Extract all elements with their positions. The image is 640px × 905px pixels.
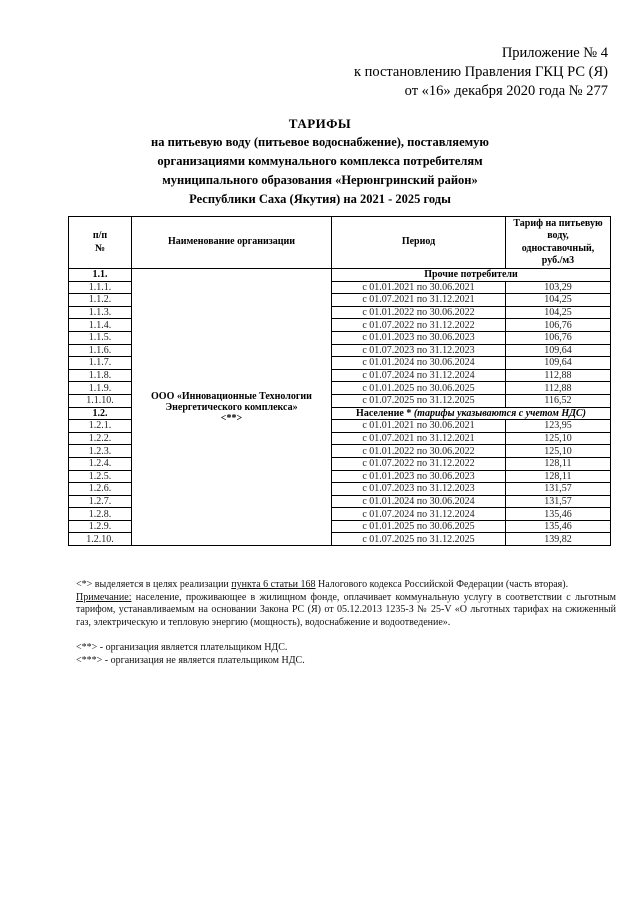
row-number: 1.1.3. <box>69 306 132 319</box>
row-number: 1.2.10. <box>69 533 132 546</box>
row-tariff: 104,25 <box>506 294 611 307</box>
row-number: 1.1.1. <box>69 281 132 294</box>
row-period: с 01.07.2021 по 31.12.2021 <box>332 294 506 307</box>
row-period: с 01.07.2023 по 31.12.2023 <box>332 483 506 496</box>
footnote-vat: <*> выделяется в целях реализации пункта 6 статьи 168 Налогового кодекса Российской Федерации (часть вторая). <box>76 579 569 590</box>
footnote-non-vat-payer: <***> - организация не является плательщиком НДС. <box>76 655 305 667</box>
row-tariff: 104,25 <box>506 306 611 319</box>
row-number: 1.2.7. <box>69 495 132 508</box>
row-number: 1.2.2. <box>69 432 132 445</box>
row-period: с 01.07.2022 по 31.12.2022 <box>332 319 506 332</box>
row-period: с 01.01.2025 по 30.06.2025 <box>332 382 506 395</box>
row-tariff: 112,88 <box>506 369 611 382</box>
header-period: Период <box>332 217 506 269</box>
row-tariff: 106,76 <box>506 319 611 332</box>
appendix-header <box>354 44 608 101</box>
row-period: с 01.01.2024 по 30.06.2024 <box>332 495 506 508</box>
row-number: 1.2.5. <box>69 470 132 483</box>
row-period: с 01.07.2025 по 31.12.2025 <box>332 394 506 407</box>
row-period: с 01.01.2021 по 30.06.2021 <box>332 420 506 433</box>
row-period: с 01.01.2023 по 30.06.2023 <box>332 470 506 483</box>
section-number: 1.2. <box>69 407 132 420</box>
footnote-vat-payer: <**> - организация является плательщиком НДС. <box>76 642 288 654</box>
table-header-row <box>69 217 611 269</box>
row-period: с 01.07.2022 по 31.12.2022 <box>332 457 506 470</box>
row-period: с 01.01.2022 по 30.06.2022 <box>332 306 506 319</box>
row-tariff: 109,64 <box>506 344 611 357</box>
organization-name: ООО «Инновационные Технологии Энергетического комплекса» <**> <box>132 269 332 546</box>
row-period: с 01.01.2025 по 30.06.2025 <box>332 520 506 533</box>
title-line-4: Республики Саха (Якутия) на 2021 - 2025 годы <box>189 192 451 206</box>
row-tariff: 131,57 <box>506 495 611 508</box>
appendix-date: от «16» декабря 2020 года № 277 <box>404 83 608 99</box>
row-tariff: 135,46 <box>506 508 611 521</box>
remark: Примечание: население, проживающее в жилищном фонде, оплачивает коммунальную услугу в соответствии с льготным тарифом, устанавливаемым на основании Закона РС (Я) от 05.12.2013 1235-З № 25-V «О льготных тарифах на сжиженный газ, электрическую и тепловую энергию (мощность), водоснабжение и водоотведение». <box>76 591 616 629</box>
row-number: 1.1.7. <box>69 357 132 370</box>
row-tariff: 131,57 <box>506 483 611 496</box>
remark-label: Примечание: <box>76 591 132 603</box>
section-label: Население * (тарифы указываются с учетом НДС) <box>332 407 611 420</box>
section-row <box>69 269 611 282</box>
row-tariff: 128,11 <box>506 457 611 470</box>
header-org: Наименование организации <box>132 217 332 269</box>
footnotes <box>76 579 616 668</box>
row-number: 1.1.10. <box>69 394 132 407</box>
row-period: с 01.01.2022 по 30.06.2022 <box>332 445 506 458</box>
row-tariff: 106,76 <box>506 331 611 344</box>
row-tariff: 128,11 <box>506 470 611 483</box>
row-tariff: 103,29 <box>506 281 611 294</box>
row-tariff: 123,95 <box>506 420 611 433</box>
row-number: 1.2.8. <box>69 508 132 521</box>
title-main: ТАРИФЫ <box>288 116 352 131</box>
row-period: с 01.01.2024 по 30.06.2024 <box>332 357 506 370</box>
row-number: 1.1.4. <box>69 319 132 332</box>
row-number: 1.1.2. <box>69 294 132 307</box>
row-period: с 01.07.2023 по 31.12.2023 <box>332 344 506 357</box>
title-line-2: организациями коммунального комплекса потребителям <box>157 154 483 168</box>
row-number: 1.2.9. <box>69 520 132 533</box>
row-tariff: 109,64 <box>506 357 611 370</box>
row-tariff: 139,82 <box>506 533 611 546</box>
row-number: 1.2.4. <box>69 457 132 470</box>
row-number: 1.1.5. <box>69 331 132 344</box>
row-number: 1.1.8. <box>69 369 132 382</box>
row-tariff: 112,88 <box>506 382 611 395</box>
tax-code-link[interactable]: пункта 6 статьи 168 <box>231 579 316 590</box>
row-tariff: 116,52 <box>506 394 611 407</box>
row-period: с 01.07.2021 по 31.12.2021 <box>332 432 506 445</box>
row-tariff: 125,10 <box>506 432 611 445</box>
row-tariff: 125,10 <box>506 445 611 458</box>
row-number: 1.1.9. <box>69 382 132 395</box>
row-number: 1.2.6. <box>69 483 132 496</box>
header-tariff: Тариф на питьевую воду, одноставочный, руб./м3 <box>506 217 611 269</box>
document-title <box>0 114 640 209</box>
row-tariff: 135,46 <box>506 520 611 533</box>
appendix-resolution: к постановлению Правления ГКЦ РС (Я) <box>353 64 608 80</box>
row-number: 1.2.3. <box>69 445 132 458</box>
tariffs-table <box>68 216 611 546</box>
row-number: 1.2.1. <box>69 420 132 433</box>
section-number: 1.1. <box>69 269 132 282</box>
row-period: с 01.01.2023 по 30.06.2023 <box>332 331 506 344</box>
title-line-1: на питьевую воду (питьевое водоснабжение), поставляемую <box>151 135 489 149</box>
row-period: с 01.07.2024 по 31.12.2024 <box>332 508 506 521</box>
row-number: 1.1.6. <box>69 344 132 357</box>
row-period: с 01.07.2025 по 31.12.2025 <box>332 533 506 546</box>
row-period: с 01.01.2021 по 30.06.2021 <box>332 281 506 294</box>
row-period: с 01.07.2024 по 31.12.2024 <box>332 369 506 382</box>
section-label: Прочие потребители <box>332 269 611 282</box>
title-line-3: муниципального образования «Нерюнгринский район» <box>162 173 478 187</box>
appendix-number: Приложение № 4 <box>501 45 608 61</box>
header-num: п/п № <box>69 217 132 269</box>
